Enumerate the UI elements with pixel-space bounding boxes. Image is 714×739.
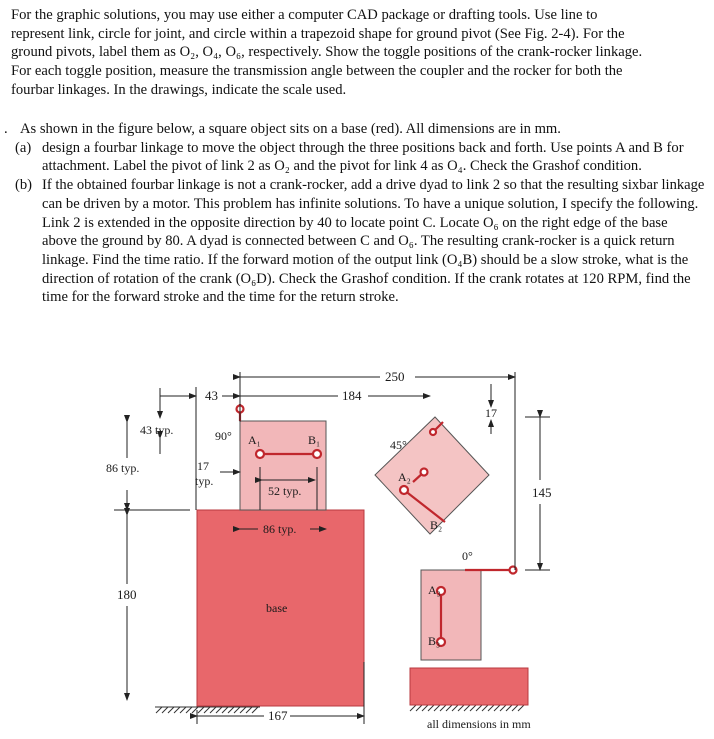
hatch-stroke xyxy=(482,705,488,711)
hatch-stroke xyxy=(168,707,174,713)
label-180: 180 xyxy=(117,587,137,602)
hatch-stroke xyxy=(512,705,518,711)
joint-b1 xyxy=(313,450,321,458)
label-145: 145 xyxy=(532,485,552,500)
joint-a2-top xyxy=(421,469,428,476)
part-b-tag: (b) xyxy=(15,177,33,194)
part-a-tag: (a) xyxy=(15,139,32,156)
instructions-line: fourbar linkages. In the drawings, indicate the scale used. xyxy=(11,81,347,98)
hatch-stroke xyxy=(476,705,482,711)
hatch-stroke xyxy=(228,707,234,713)
instructions-line: ground pivots, label them as O₂, O₄, O₆, respectively. Show the toggle positions of the crank-rocker linkage. xyxy=(11,44,643,61)
joint-a1 xyxy=(256,450,264,458)
hatch-stroke xyxy=(246,707,252,713)
joint-upper-diamond xyxy=(430,429,436,435)
label-17-typ-a: 17 xyxy=(197,459,209,473)
hatch-stroke xyxy=(446,705,452,711)
hatch-stroke xyxy=(180,707,186,713)
hatch-stroke xyxy=(410,705,416,711)
label-b1: B₁ xyxy=(308,433,321,447)
hatch-stroke xyxy=(198,707,204,713)
problem-part-a xyxy=(15,139,706,176)
problem-part-b xyxy=(15,176,706,307)
label-43-typ: 43 typ. xyxy=(140,423,174,437)
hatch-stroke xyxy=(186,707,192,713)
label-0-deg: 0° xyxy=(462,549,473,563)
hatch-stroke xyxy=(162,707,168,713)
hatch-stroke xyxy=(458,705,464,711)
hatch-stroke xyxy=(234,707,240,713)
label-a1: A₁ xyxy=(248,433,261,447)
label-a3: A₃ xyxy=(428,583,441,597)
label-b2: B₂ xyxy=(430,518,443,532)
hatch-stroke xyxy=(440,705,446,711)
hatch-stroke xyxy=(422,705,428,711)
problem-bullet: . xyxy=(4,121,8,137)
hatch-stroke xyxy=(222,707,228,713)
problem-lead xyxy=(4,120,706,139)
label-52-typ: 52 typ. xyxy=(268,484,302,498)
label-167: 167 xyxy=(268,708,288,723)
hatch-stroke xyxy=(240,707,246,713)
label-86-typ-left: 86 typ. xyxy=(106,461,140,475)
linkage-drawing xyxy=(100,362,660,736)
linkage-figure xyxy=(100,362,660,736)
hatch-stroke xyxy=(252,707,258,713)
hatch-stroke xyxy=(216,707,222,713)
pedestal-block xyxy=(410,668,528,705)
part-b-text: If the obtained fourbar linkage is not a crank-rocker, add a drive dyad to link 2 so that the resulting sixbar linkage can be driven by a motor. This problem has infinite solutions. To have a unique solution, I specify the following. Link 2 is extended in the opposite direction by 40 to locate point C. Locate O₆ on the right edge of the base above the ground by 80. A dyad is connected between C and O₆. The resulting crank-rocker is a quick return linkage. Find the time ratio. If the forward motion of the output link (O₄B) should be a slow stroke, what is the direction of rotation of the crank (O₆D). Check the Grashof condition. If the crank rotates at 120 RPM, find the time for the forward stroke and the time for the return stroke. xyxy=(42,177,705,306)
hatch-stroke xyxy=(428,705,434,711)
hatch-stroke xyxy=(494,705,500,711)
label-45-deg: 45° xyxy=(390,438,407,452)
label-b3: B₃ xyxy=(428,634,441,648)
label-base: base xyxy=(266,601,288,615)
ground-hatch-left xyxy=(155,707,260,713)
label-17-top: 17 xyxy=(485,406,497,420)
hatch-stroke xyxy=(452,705,458,711)
ground-hatch-right xyxy=(410,705,528,711)
label-all-dimensions: all dimensions in mm xyxy=(427,717,531,731)
hatch-stroke xyxy=(174,707,180,713)
hatch-stroke xyxy=(518,705,524,711)
part-a-text: design a fourbar linkage to move the object through the three positions back and forth. Use points A and B for attachment. Label the pivot of link 2 as O₂ and the pivot for link 4 as O₄. Check the Grashof condition. xyxy=(42,139,684,175)
hatch-stroke xyxy=(488,705,494,711)
hatch-stroke xyxy=(416,705,422,711)
hatch-stroke xyxy=(204,707,210,713)
joint-a2 xyxy=(400,486,408,494)
label-43: 43 xyxy=(205,388,218,403)
instructions-paragraph xyxy=(11,6,707,100)
label-17-typ-b: typ. xyxy=(195,474,214,488)
label-250: 250 xyxy=(385,369,405,384)
instructions-line: For each toggle position, measure the transmission angle between the coupler and the rocker for both the xyxy=(11,63,623,80)
problem-statement xyxy=(0,120,706,307)
hatch-stroke xyxy=(434,705,440,711)
hatch-stroke xyxy=(156,707,162,713)
hatch-stroke xyxy=(210,707,216,713)
label-90-deg: 90° xyxy=(215,429,232,443)
hatch-stroke xyxy=(464,705,470,711)
label-86-typ-mid: 86 typ. xyxy=(263,522,297,536)
hatch-stroke xyxy=(500,705,506,711)
label-184: 184 xyxy=(342,388,362,403)
hatch-stroke xyxy=(470,705,476,711)
instructions-line: For the graphic solutions, you may use either a computer CAD package or drafting tools. Use line to xyxy=(11,7,598,23)
hatch-stroke xyxy=(506,705,512,711)
problem-lead-text: As shown in the figure below, a square object sits on a base (red). All dimensions are in mm. xyxy=(20,121,561,137)
instructions-line: represent link, circle for joint, and circle within a trapezoid shape for ground pivot (See Fig. 2-4). For the xyxy=(11,25,625,42)
label-a2: A₂ xyxy=(398,470,411,484)
